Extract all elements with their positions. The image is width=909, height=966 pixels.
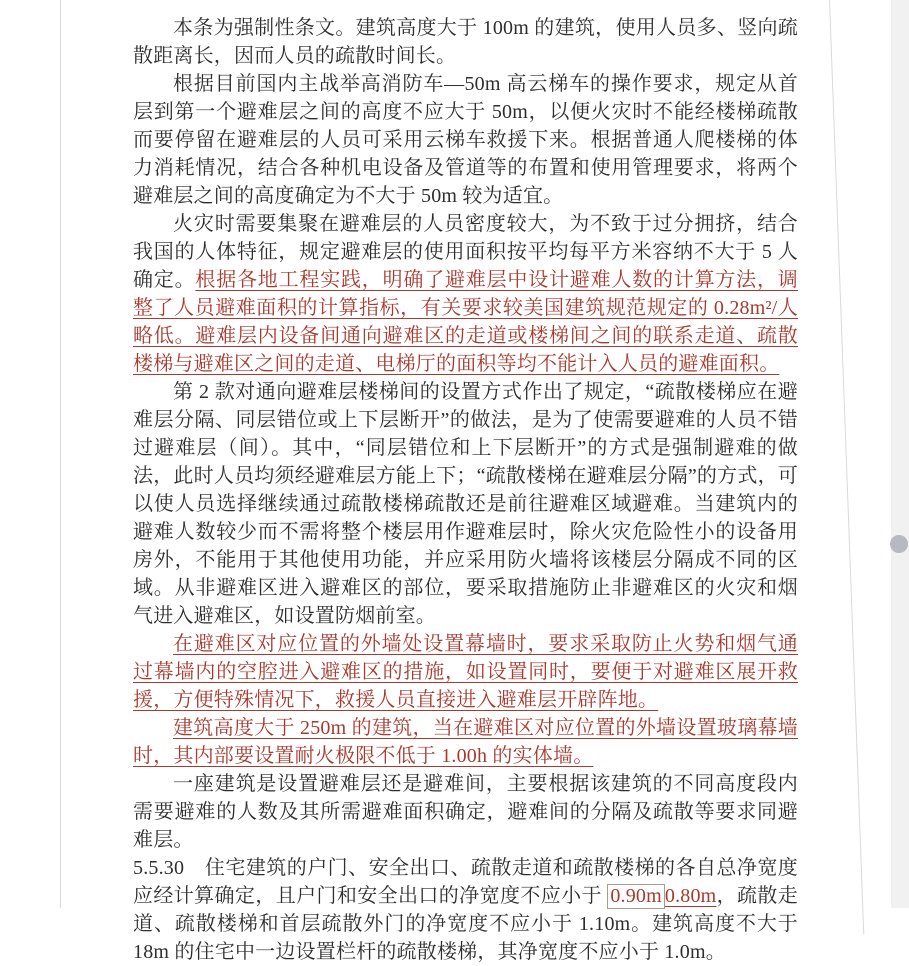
text-segment: 一座建筑是设置避难层还是避难间，主要根据该建筑的不同高度段内需要避难的人数及其所需避难面积确定，避难间的分隔及疏散等要求同避难层。 [133,773,798,851]
text-segment: 根据目前国内主战举高消防车—50m 高云梯车的操作要求，规定从首层到第一个避难层之间的高度不应大于 50m，以便火灾时不能经楼梯疏散而要停留在避难层的人员可采用云梯车救援下来。根据普通人爬楼梯的体力消耗情况，结合各种机电设备及管道等的布置和使用管理要求，将两个避难层之间的高度确定为不大于 50m 较为适宜。 [133,73,798,207]
paragraph [133,70,798,210]
paragraph [133,630,798,714]
scrollbar-track[interactable] [891,0,909,908]
paragraph [133,854,798,966]
paragraph [133,770,798,854]
text-segment: ，疏散走道、疏散楼梯和首层疏散外门的净宽度不应小于 1.10m。建筑高度不大于 18m 的住宅中一边设置栏杆的疏散楼梯，其净宽度不应小于 1.0m。 [133,885,798,963]
revision-text-segment: 建筑高度大于 250m 的建筑，当在避难区对应位置的外墙设置玻璃幕墙时，其内部要设置耐火极限不低于 1.00h 的实体墙。 [133,717,798,767]
paragraph [133,14,798,70]
text-segment: 火灾时需要集聚在避难层的人员密度较大，为不致于过分拥挤，结合我国的人体特征，规定避难层的使用面积按平均每平方米容纳不大于 5 人确定。 [133,213,798,291]
scroll-thumb-icon[interactable] [890,535,908,553]
revision-text-segment: 在避难区对应位置的外墙处设置幕墙时，要求采取防止火势和烟气通过幕墙内的空腔进入避难区的措施，如设置同时，要便于对避难区展开救援，方便特殊情况下，救援人员直接进入避难层开辟阵地。 [133,633,798,711]
text-segment: 本条为强制性条文。建筑高度大于 100m 的建筑，使用人员多、竖向疏散距离长，因而人员的疏散时间长。 [133,17,798,67]
revision-text-segment: 根据各地工程实践，明确了避难层中设计避难人数的计算方法，调整了人员避难面积的计算指标，有关要求较美国建筑规范规定的 0.28m²/人略低。避难层内设备间通向避难区的走道或楼梯间之间的联系走道、疏散楼梯与避难区之间的走道、电梯厅的面积等均不能计入人员的避难面积。 [133,269,798,375]
revision-text-segment: 0.90m [607,884,665,909]
paragraph [133,378,798,630]
paragraph [133,210,798,378]
text-segment: 5.5.30 住宅建筑的户门、安全出口、疏散走道和疏散楼梯的各自总净宽度应经计算确定，且户门和安全出口的净宽度不应小于 [133,857,798,907]
page-text [60,0,850,966]
paragraph [133,714,798,770]
revision-text-segment: 0.80m [664,885,717,907]
text-segment: 第 2 款对通向避难层楼梯间的设置方式作出了规定，“疏散楼梯应在避难层分隔、同层错位或上下层断开”的做法，是为了使需要避难的人员不错过避难层（间）。其中，“同层错位和上下层断开”的方式是强制避难的做法，此时人员均须经避难层方能上下；“疏散楼梯在避难层分隔”的方式，可以使人员选择继续通过疏散楼梯疏散还是前往避难区域避难。当建筑内的避难人数较少而不需将整个楼层用作避难层时，除火灾危险性小的设备用房外，不能用于其他使用功能，并应采用防火墙将该楼层分隔成不同的区域。从非避难区进入避难区的部位，要采取措施防止非避难区的火灾和烟气进入避难区，如设置防烟前室。 [133,381,798,627]
